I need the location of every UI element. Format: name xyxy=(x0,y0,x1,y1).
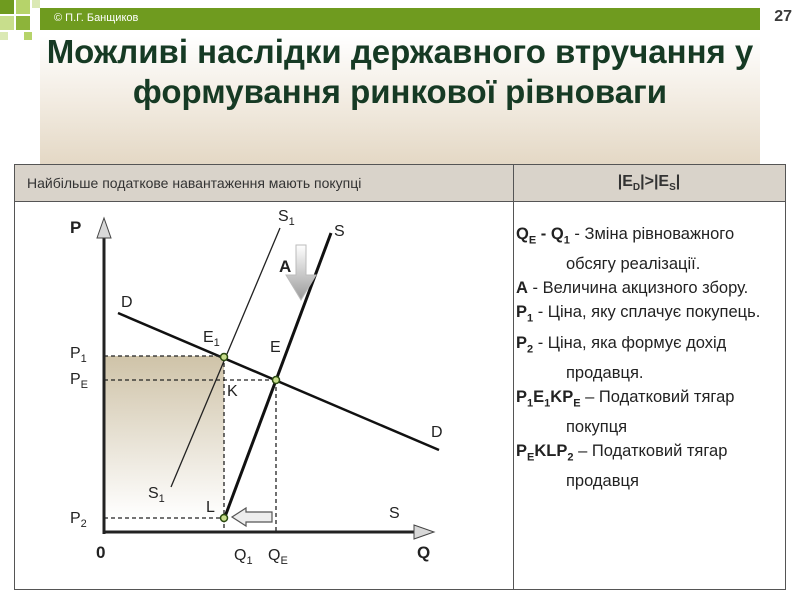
legend-item: $P_1$ - Ціна, яку сплачує покупець. xyxy=(516,303,761,325)
axis-y-label: P xyxy=(70,218,82,237)
slide-title: Можливі наслідки державного втручання у формування ринкової рівноваги xyxy=(46,33,754,110)
axis-x-label: Q xyxy=(417,543,431,562)
point-l-label: L xyxy=(206,499,215,516)
page-number: 27 xyxy=(774,8,792,25)
point-e-label: E xyxy=(270,339,281,356)
point-k-label: K xyxy=(227,383,238,400)
y-axis-arrow-icon xyxy=(97,218,111,238)
qe-label: $Q_E$ xyxy=(268,547,288,567)
point-l-marker xyxy=(221,515,228,522)
left-arrow-icon xyxy=(232,508,272,526)
p1-label: $P_1$ xyxy=(70,345,87,365)
right-header-cell: $|E_D|>|E_S|$ xyxy=(617,173,681,194)
legend xyxy=(516,222,786,493)
left-header-cell: Найбільше податкове навантаження мають покупці xyxy=(27,175,362,191)
q1-label: $Q_1$ xyxy=(234,547,253,567)
point-e1-marker xyxy=(221,354,228,361)
pe-label: $P_E$ xyxy=(70,371,89,391)
legend-item: $Q_E - Q_1$ - Зміна рівноважного обсягу реалізації. xyxy=(516,225,735,274)
point-e1-label: $E_1$ xyxy=(203,329,220,349)
demand-label-bottom: D xyxy=(431,424,443,441)
tax-amount-label: A xyxy=(279,257,292,276)
new-supply-label-bottom: $S_1$ xyxy=(148,485,165,505)
legend-item: $P_EKLP_2$ – Податковий тягар продавця xyxy=(516,442,728,491)
new-supply-label-top: $S_1$ xyxy=(278,208,295,228)
legend-item: $P_2$ - Ціна, яка формує дохід продавця. xyxy=(516,333,727,382)
legend-item: А - Величина акцизного збору. xyxy=(516,279,749,298)
copyright-text: © П.Г. Банщиков xyxy=(54,12,139,24)
p2-label: $P_2$ xyxy=(70,510,87,530)
x-axis-arrow-icon xyxy=(414,525,434,539)
demand-label-top: D xyxy=(121,294,133,311)
origin-label: 0 xyxy=(96,543,106,562)
legend-item: $P_1E_1KP_E$ – Податковий тягар покупця xyxy=(516,387,735,437)
supply-label-bottom: S xyxy=(389,505,400,522)
supply-label: S xyxy=(334,223,345,240)
point-e-marker xyxy=(273,377,280,384)
